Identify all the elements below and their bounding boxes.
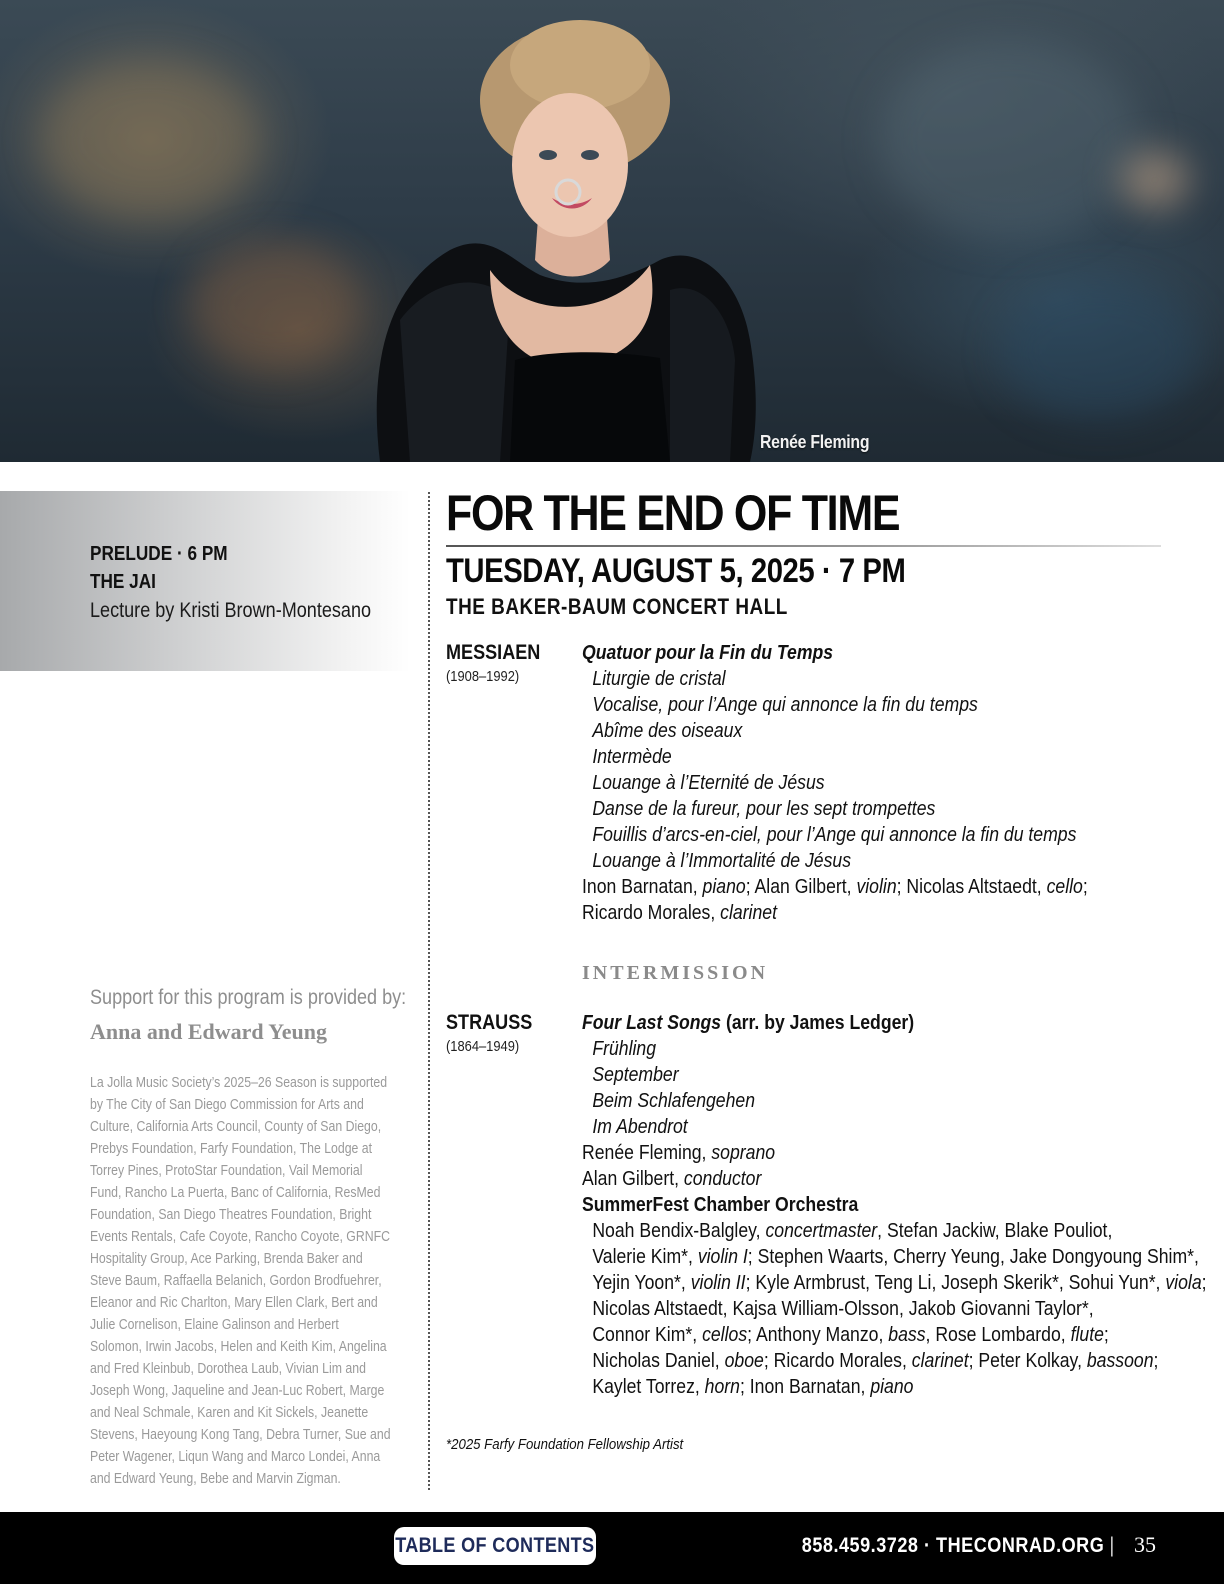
footer-separator: |	[1109, 1534, 1115, 1557]
performer-role: clarinet	[720, 901, 777, 924]
movement: Abîme des oiseaux	[592, 719, 743, 742]
concert-venue: THE BAKER-BAUM CONCERT HALL	[446, 594, 788, 619]
separator: ;	[1082, 875, 1088, 898]
composer-messiaen	[446, 640, 556, 688]
composer-name: STRAUSS	[446, 1011, 533, 1034]
roster-text: ;	[1153, 1349, 1159, 1372]
footer-phone: 858.459.3728	[801, 1534, 919, 1557]
performers-line	[582, 900, 1115, 926]
intermission-label: INTERMISSION	[582, 962, 769, 984]
work-title-text: Four Last Songs	[582, 1011, 722, 1034]
roster-role: clarinet	[911, 1349, 969, 1372]
soloist-line	[582, 1140, 1115, 1166]
performer-role: violin	[856, 875, 897, 898]
roster-role: bass	[888, 1323, 926, 1346]
roster-role: piano	[870, 1375, 914, 1398]
roster-line	[582, 1348, 1159, 1374]
roster-text: ; Ricardo Morales,	[763, 1349, 912, 1372]
roster-text: ; Stephen Waarts, Cherry Yeung, Jake Dongyoung Shim*,	[747, 1245, 1199, 1268]
column-divider	[428, 492, 430, 1490]
roster-text: Kaylet Torrez,	[592, 1375, 705, 1398]
roster-role: violin II	[690, 1271, 746, 1294]
photo-caption: Renée Fleming	[760, 432, 870, 452]
work-messiaen	[582, 640, 1202, 926]
support-donor: Anna and Edward Yeung	[90, 1019, 327, 1044]
concert-date: TUESDAY, AUGUST 5, 2025 · 7 PM	[446, 552, 906, 590]
roster-line	[582, 1322, 1115, 1348]
performer-role: piano	[702, 875, 746, 898]
roster-line	[582, 1296, 1115, 1322]
roster-role: violin I	[697, 1245, 748, 1268]
performers-line	[582, 874, 1115, 900]
composer-dates: (1908–1992)	[446, 668, 520, 685]
roster-text: , Stefan Jackiw, Blake Pouliot,	[877, 1219, 1113, 1242]
work-title: Quatuor pour la Fin du Temps	[582, 641, 834, 664]
roster-line	[582, 1218, 1115, 1244]
roster-text: , Rose Lombardo,	[925, 1323, 1071, 1346]
soloist-name: Renée Fleming,	[582, 1141, 712, 1164]
separator: ;	[745, 875, 755, 898]
prelude-info	[90, 540, 417, 626]
prelude-lecture: Lecture by Kristi Brown-Montesano	[90, 599, 372, 622]
soloist-role: soprano	[711, 1141, 776, 1164]
prelude-title: PRELUDE · 6 PM	[90, 543, 228, 565]
movement: Vocalise, pour l’Ange qui annonce la fin du temps	[592, 693, 978, 716]
work-strauss	[582, 1010, 1207, 1400]
roster-text: Noah Bendix-Balgley,	[592, 1219, 766, 1242]
roster-line	[582, 1270, 1207, 1296]
roster-role: concertmaster	[765, 1219, 878, 1242]
orchestra-name: SummerFest Chamber Orchestra	[582, 1193, 859, 1216]
footnote: *2025 Farfy Foundation Fellowship Artist	[446, 1436, 684, 1453]
roster-role: cellos	[702, 1323, 748, 1346]
roster-role: oboe	[724, 1349, 764, 1372]
toc-label: TABLE OF CONTENTS	[395, 1534, 595, 1557]
work-title-note: (arr. by James Ledger)	[721, 1011, 915, 1034]
conductor-role: conductor	[683, 1167, 762, 1190]
movement: September	[592, 1063, 679, 1086]
conductor-line	[582, 1166, 1115, 1192]
movement: Louange à l’Eternité de Jésus	[592, 771, 825, 794]
conductor-name: Alan Gilbert,	[582, 1167, 684, 1190]
roster-text: ;	[1201, 1271, 1207, 1294]
roster-text: Nicolas Altstaedt, Kajsa William-Olsson, Jakob Giovanni Taylor*,	[592, 1297, 1094, 1320]
performer-role: cello	[1046, 875, 1083, 898]
portrait-figure	[340, 20, 780, 462]
roster-text: ; Inon Barnatan,	[739, 1375, 871, 1398]
footer-bar	[0, 1512, 1224, 1584]
concert-title: FOR THE END OF TIME	[446, 485, 900, 541]
composer-dates: (1864–1949)	[446, 1038, 520, 1055]
roster-text: ; Kyle Armbrust, Teng Li, Joseph Skerik*, Sohui Yun*,	[745, 1271, 1166, 1294]
composer-strauss	[446, 1010, 546, 1058]
season-sponsors-text: La Jolla Music Society’s 2025–26 Season is supported by The City of San Diego Commission for Arts and Culture, California Arts Council, County of San Diego, Prebys Foundation, Farfy Foundation, The Lodge at Torrey Pines, ProtoStar Foundation, Vail Memorial Fund, Rancho La Puerta, Banc of California, ResMed Foundation, San Diego Theatres Foundation, Bright Events Rentals, Cafe Coyote, Rancho Coyote, GRNFC Hospitality Group, Ace Parking, Brenda Baker and Steve Baum, Raffaella Belanich, Gordon Brodfuehrer, Eleanor and Ric Charlton, Mary Ellen Clark, Bert and Julie Cornelison, Elaine Galinson and Herbert Solomon, Irwin Jacobs, Helen and Keith Kim, Angelina and Fred Kleinbub, Dorothea Laub, Vivian Lim and Joseph Wong, Jaqueline and Jean-Luc Robert, Marge and Neal Schmale, Karen and Kit Sickels, Jeanette Stevens, Haeyoung Kong Tang, Debra Turner, Sue and Peter Wagener, Liqun Wang and Marco Londei, Anna and Edward Yeung, Bebe and Marvin Zigman.	[90, 1075, 391, 1487]
page-number: 35	[1134, 1532, 1156, 1557]
roster-text: Nicholas Daniel,	[592, 1349, 725, 1372]
support-label-text: Support for this program is provided by:	[90, 986, 407, 1009]
movement: Im Abendrot	[592, 1115, 688, 1138]
performer-name: Inon Barnatan,	[582, 875, 703, 898]
roster-text: Yejin Yoon*,	[592, 1271, 691, 1294]
prelude-venue: THE JAI	[90, 571, 156, 593]
support-label	[90, 986, 458, 1010]
roster-line	[582, 1374, 1115, 1400]
movement: Beim Schlafengehen	[592, 1089, 756, 1112]
composer-name: MESSIAEN	[446, 641, 541, 664]
movement: Fouillis d’arcs-en-ciel, pour l’Ange qui annonce la fin du temps	[592, 823, 1077, 846]
roster-text: Valerie Kim*,	[592, 1245, 698, 1268]
movement: Intermède	[592, 745, 672, 768]
separator: ;	[896, 875, 907, 898]
hero-photo	[0, 0, 1224, 462]
roster-text: ;	[1103, 1323, 1109, 1346]
movement: Louange à l’Immortalité de Jésus	[592, 849, 852, 872]
title-rule	[446, 545, 1161, 547]
footer-dot: ·	[918, 1534, 937, 1557]
footer-website-link[interactable]: THECONRAD.ORG	[936, 1534, 1105, 1557]
performer-name: Alan Gilbert,	[754, 875, 857, 898]
roster-role: horn	[704, 1375, 740, 1398]
work-title	[582, 1010, 1115, 1036]
roster-text: ; Peter Kolkay,	[968, 1349, 1087, 1372]
movement: Liturgie de cristal	[592, 667, 726, 690]
roster-line	[582, 1244, 1199, 1270]
roster-role: bassoon	[1086, 1349, 1154, 1372]
roster-text: ; Anthony Manzo,	[747, 1323, 889, 1346]
roster-role: viola	[1165, 1271, 1202, 1294]
movement: Danse de la fureur, pour les sept trompettes	[592, 797, 936, 820]
table-of-contents-button[interactable]	[394, 1527, 596, 1565]
performer-name: Ricardo Morales,	[582, 901, 721, 924]
roster-text: Connor Kim*,	[592, 1323, 703, 1346]
performer-name: Nicolas Altstaedt,	[906, 875, 1047, 898]
roster-role: flute	[1070, 1323, 1104, 1346]
movement: Frühling	[592, 1037, 657, 1060]
footer-contact	[802, 1534, 1120, 1558]
